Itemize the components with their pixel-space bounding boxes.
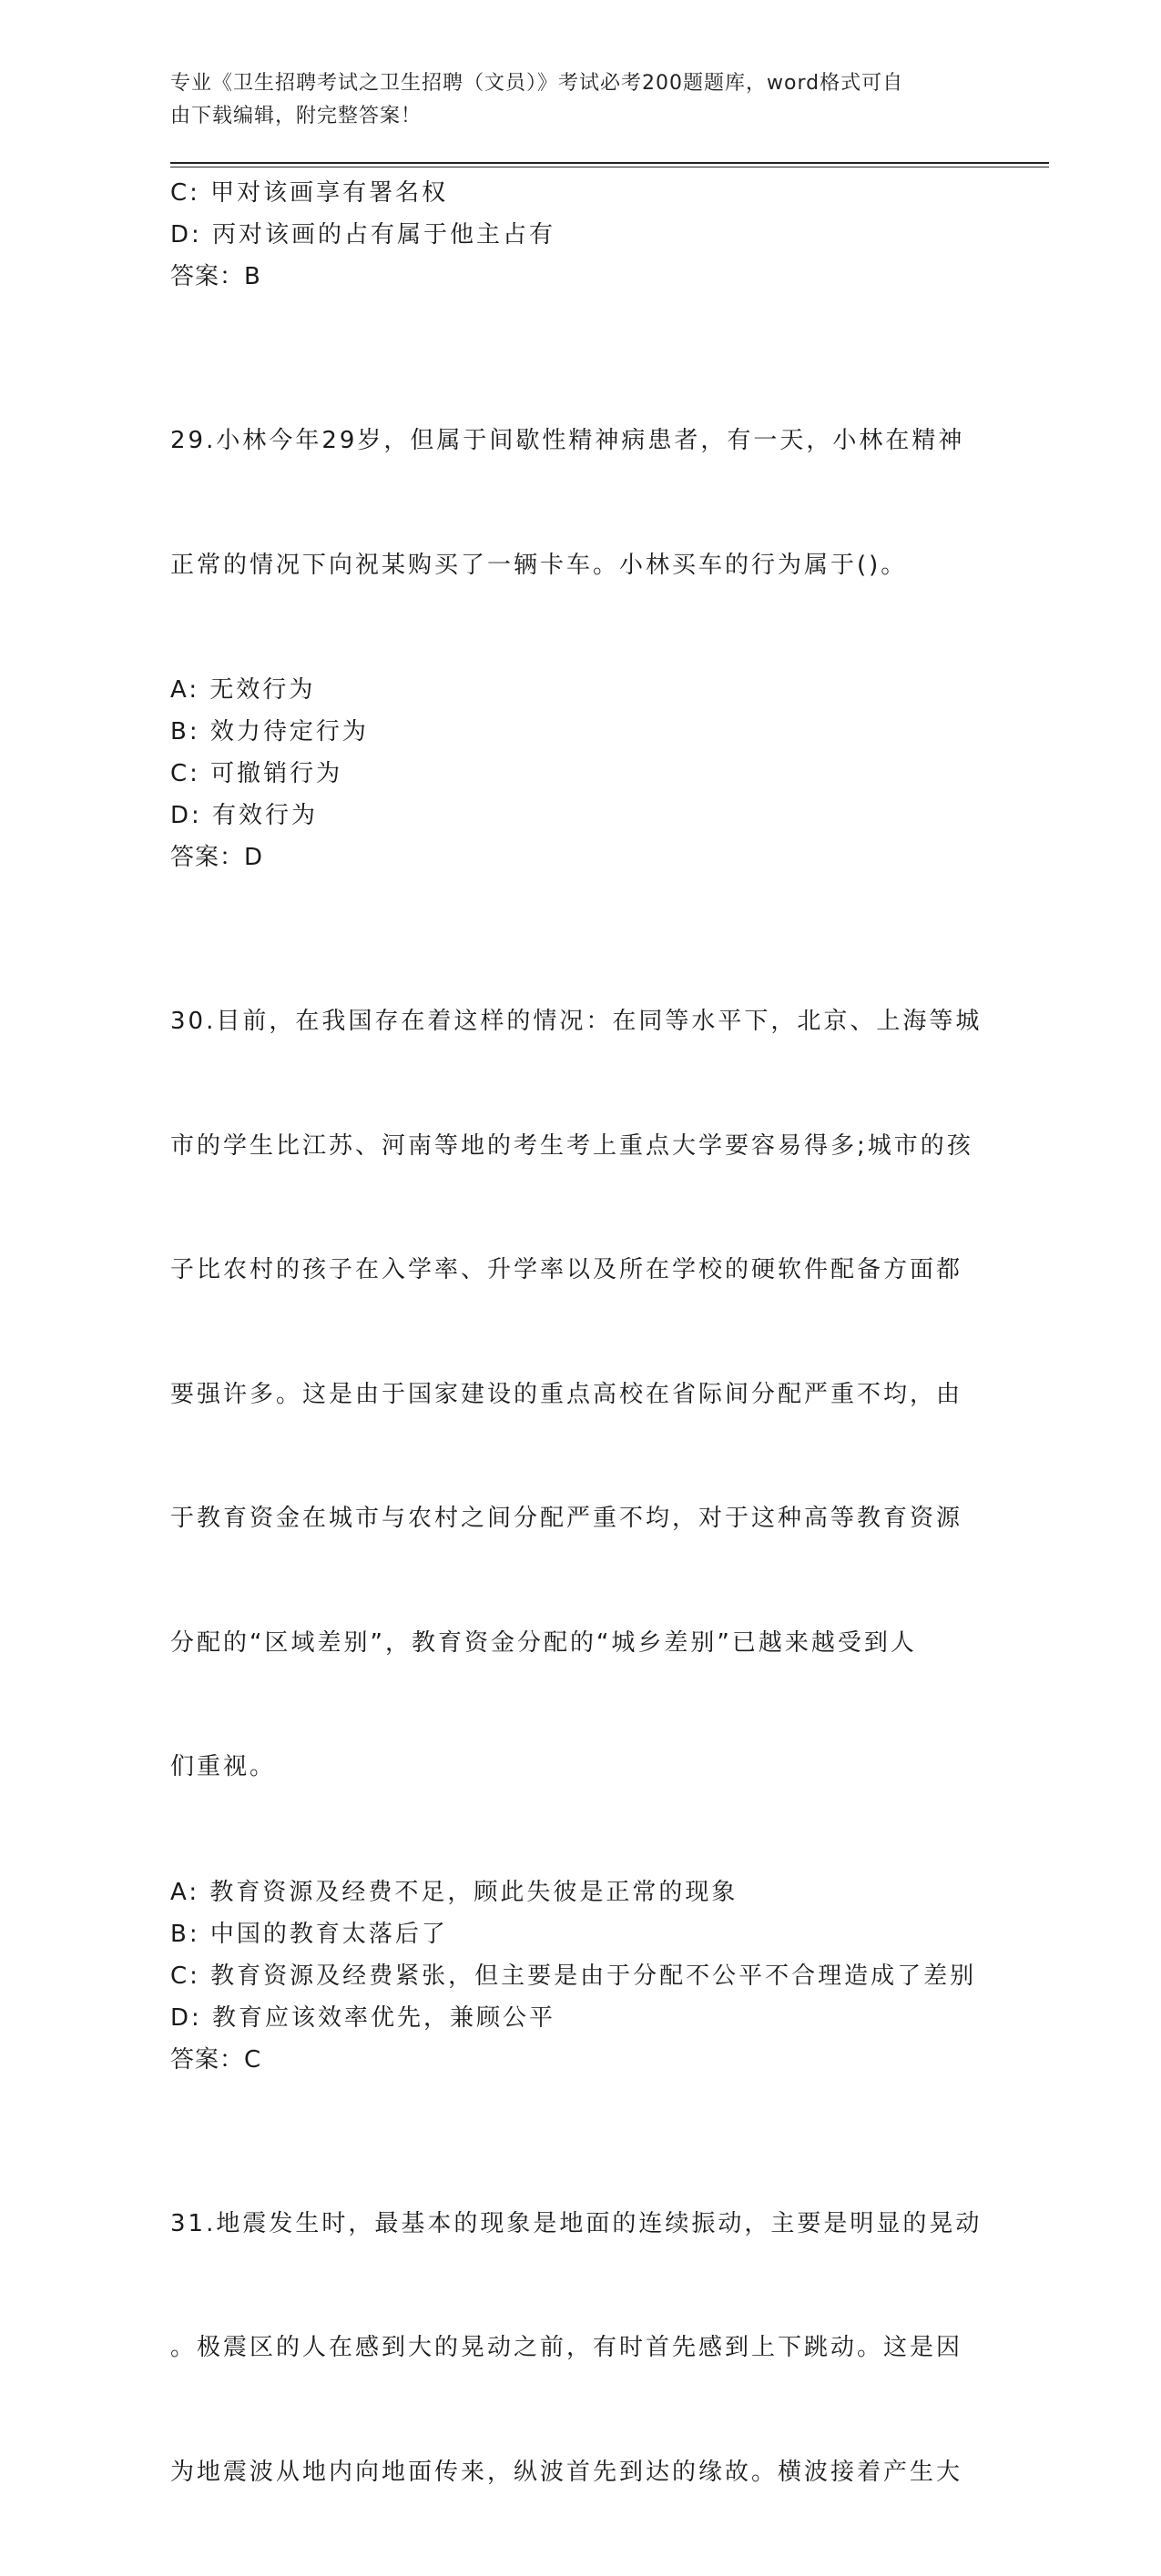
option-c: C: 可撤销行为 bbox=[170, 753, 976, 795]
header-line-1: 专业《卫生招聘考试之卫生招聘（文员）》考试必考200题题库，word格式可自 bbox=[170, 67, 972, 100]
stem-line: 要强许多。这是由于国家建设的重点高校在省际间分配严重不均，由 bbox=[170, 1374, 976, 1416]
stem-line: 31.地震发生时，最基本的现象是地面的连续振动，主要是明显的晃动 bbox=[170, 2204, 976, 2246]
page-header bbox=[170, 67, 972, 133]
option-c: C: 甲对该画享有署名权 bbox=[170, 172, 976, 214]
option-d: D: 有效行为 bbox=[170, 795, 976, 837]
stem-line: 于教育资金在城市与农村之间分配严重不均，对于这种高等教育资源 bbox=[170, 1498, 976, 1540]
question-stem bbox=[170, 918, 976, 1871]
option-a: A: 无效行为 bbox=[170, 669, 976, 711]
question-28 bbox=[170, 172, 976, 298]
option-d: D: 教育应该效率优先，兼顾公平 bbox=[170, 1997, 976, 2039]
answer-line: 答案：C bbox=[170, 2039, 976, 2081]
option-a: A: 教育资源及经费不足，顾此失彼是正常的现象 bbox=[170, 1871, 976, 1913]
question-29 bbox=[170, 338, 976, 878]
question-31 bbox=[170, 2121, 976, 2576]
question-stem bbox=[170, 338, 976, 669]
stem-line: 29.小林今年29岁，但属于间歇性精神病患者，有一天，小林在精神 bbox=[170, 421, 976, 462]
stem-line: 30.目前，在我国存在着这样的情况：在同等水平下，北京、上海等城 bbox=[170, 1001, 976, 1043]
answer-line: 答案：D bbox=[170, 837, 976, 878]
question-stem bbox=[170, 2121, 976, 2576]
option-b: B: 中国的教育太落后了 bbox=[170, 1913, 976, 1955]
document-body bbox=[170, 172, 976, 2576]
stem-line: 正常的情况下向祝某购买了一辆卡车。小林买车的行为属于()。 bbox=[170, 545, 976, 587]
stem-line: 子比农村的孩子在入学率、升学率以及所在学校的硬软件配备方面都 bbox=[170, 1250, 976, 1292]
answer-line: 答案：B bbox=[170, 256, 976, 298]
header-line-2: 由下载编辑，附完整答案！ bbox=[170, 100, 972, 133]
option-d: D: 丙对该画的占有属于他主占有 bbox=[170, 214, 976, 256]
stem-line: 分配的“区域差别”，教育资金分配的“城乡差别”已越来越受到人 bbox=[170, 1623, 976, 1665]
stem-line: 们重视。 bbox=[170, 1747, 976, 1789]
stem-line: 市的学生比江苏、河南等地的考生考上重点大学要容易得多;城市的孩 bbox=[170, 1126, 976, 1168]
stem-line: 。极震区的人在感到大的晃动之前，有时首先感到上下跳动。这是因 bbox=[170, 2328, 976, 2369]
option-c: C: 教育资源及经费紧张，但主要是由于分配不公平不合理造成了差别 bbox=[170, 1955, 976, 1997]
header-rule-thick bbox=[170, 162, 1049, 164]
option-b: B: 效力待定行为 bbox=[170, 711, 976, 753]
question-30 bbox=[170, 918, 976, 2081]
stem-line: 为地震波从地内向地面传来，纵波首先到达的缘故。横波接着产生大 bbox=[170, 2452, 976, 2494]
